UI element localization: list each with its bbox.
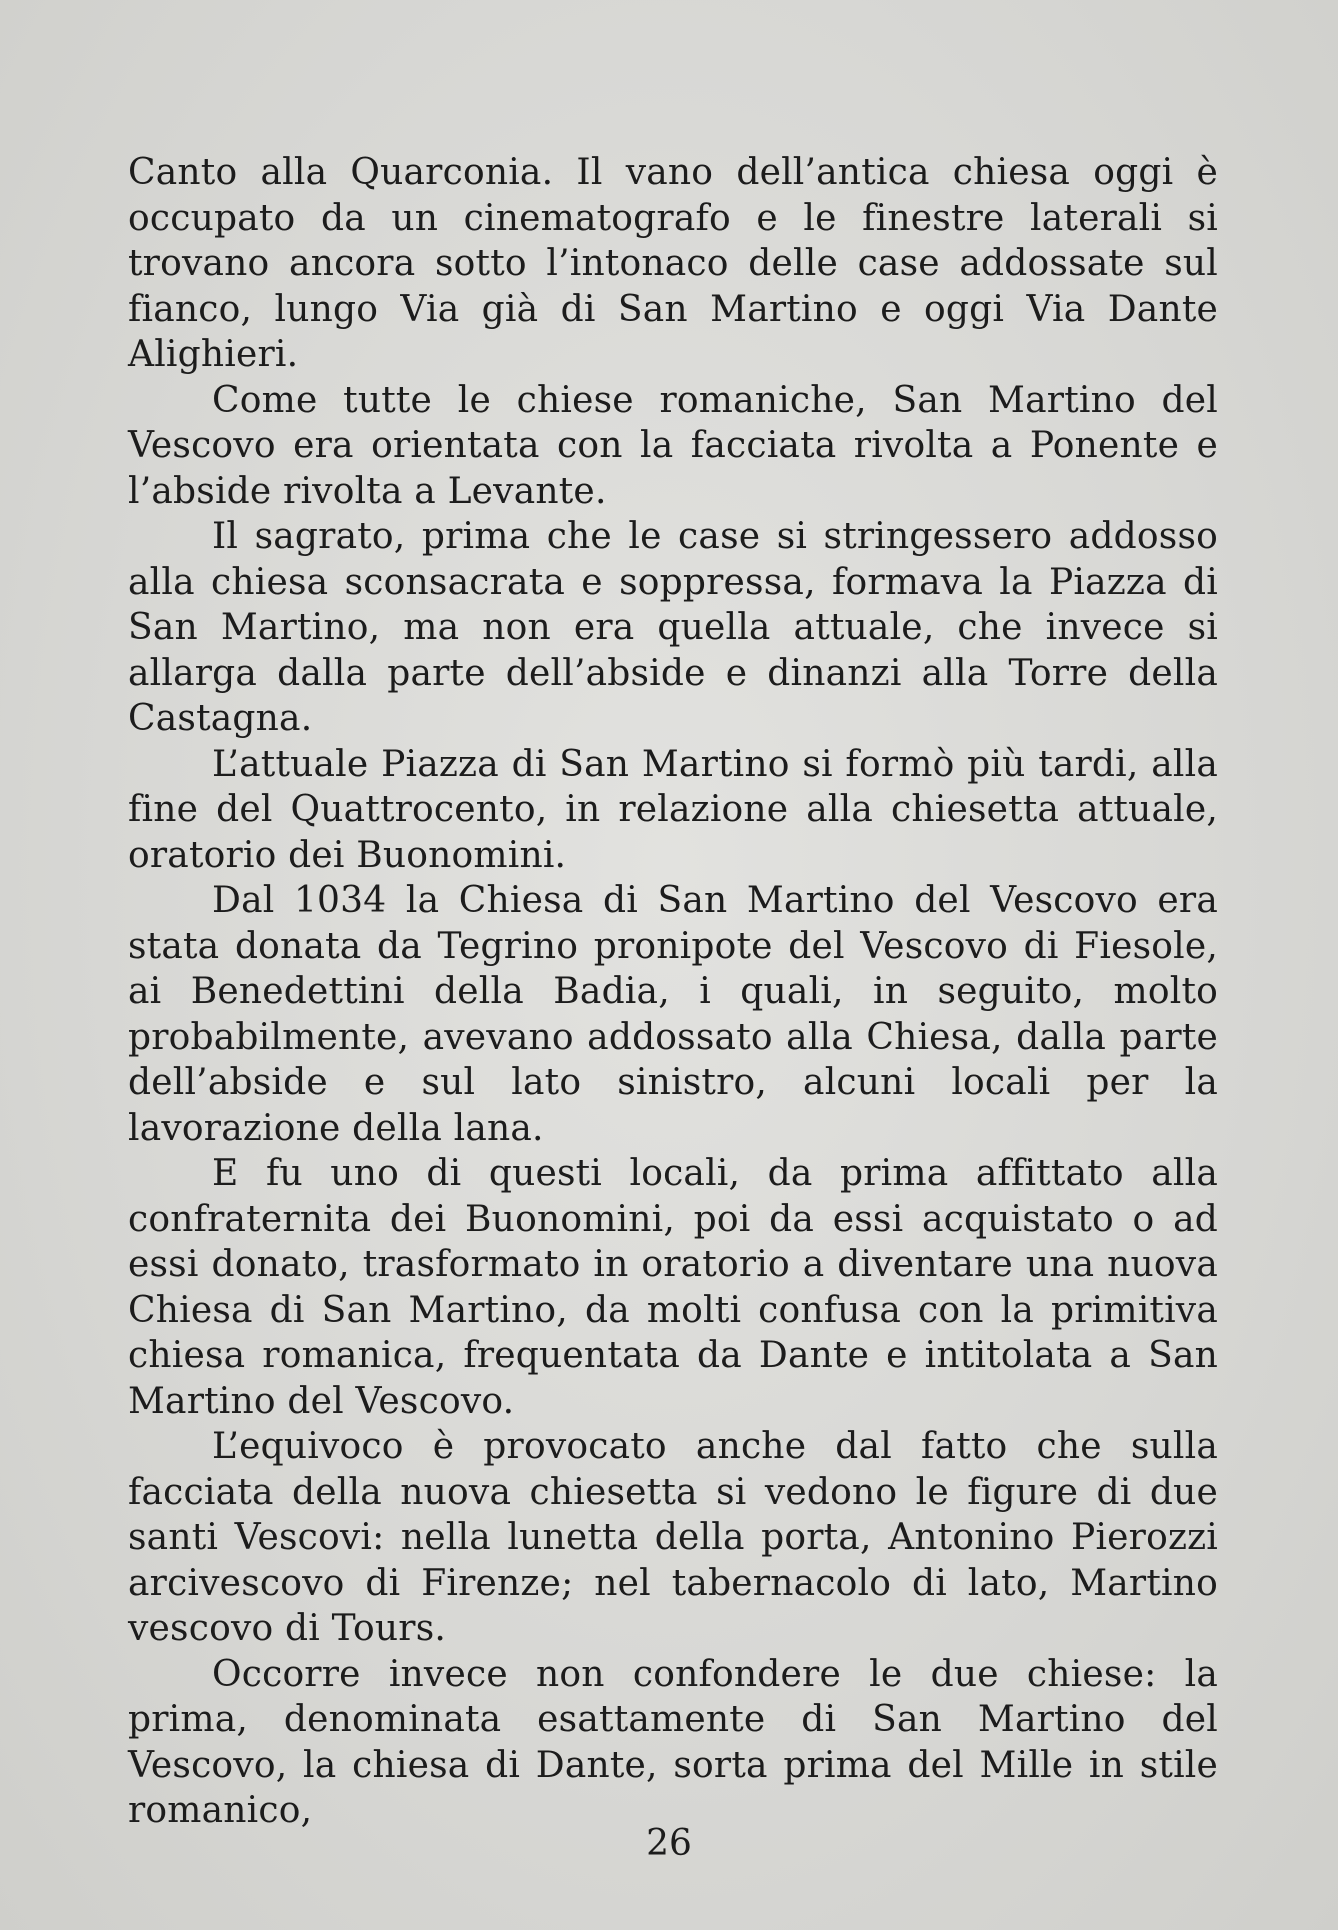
paragraph: L’attuale Piazza di San Martino si formò più tardi, alla fine del Quattrocento, in relazione alla chiesetta attuale, oratorio dei Buonomini.	[128, 743, 1218, 876]
paragraph: E fu uno di questi locali, da prima affittato alla confraternita dei Buonomini, poi da essi acquistato o ad essi donato, trasformato in oratorio a diventare una nuova Chiesa di San Martino, da molti confusa con la primitiva chiesa romanica, frequentata da Dante e intitolata a San Martino del Vescovo.	[128, 1153, 1218, 1422]
paragraph: Dal 1034 la Chiesa di San Martino del Vescovo era stata donata da Tegrino pronipote del Vescovo di Fiesole, ai Benedettini della Badia, i quali, in seguito, molto probabilmente, avevano addossato alla Chiesa, dalla parte dell’abside e sul lato sinistro, alcuni locali per la lavorazione della lana.	[128, 880, 1218, 1149]
paragraph: Canto alla Quarconia. Il vano dell’antica chiesa oggi è occupato da un cinematografo e le finestre laterali si trovano ancora sotto l’intonaco delle case addossate sul fianco, lungo Via già di San Martino e oggi Via Dante Alighieri.	[128, 152, 1218, 375]
body-text	[128, 150, 1218, 1834]
paragraph: Come tutte le chiese romaniche, San Martino del Vescovo era orientata con la facciata rivolta a Ponente e l’abside rivolta a Levante.	[128, 379, 1218, 512]
paragraph: Il sagrato, prima che le case si stringessero addosso alla chiesa sconsacrata e soppressa, formava la Piazza di San Martino, ma non era quella attuale, che invece si allarga dalla parte dell’abside e dinanzi alla Torre della Castagna.	[128, 516, 1218, 739]
paragraph: Occorre invece non confondere le due chiese: la prima, denominata esattamente di San Martino del Vescovo, la chiesa di Dante, sorta prima del Mille in stile romanico,	[128, 1653, 1218, 1831]
page-number: 26	[646, 1823, 692, 1864]
paragraph: L’equivoco è provocato anche dal fatto che sulla facciata della nuova chiesetta si vedono le figure di due santi Vescovi: nella lunetta della porta, Antonino Pierozzi arcivescovo di Firenze; nel tabernacolo di lato, Martino vescovo di Tours.	[128, 1426, 1218, 1649]
